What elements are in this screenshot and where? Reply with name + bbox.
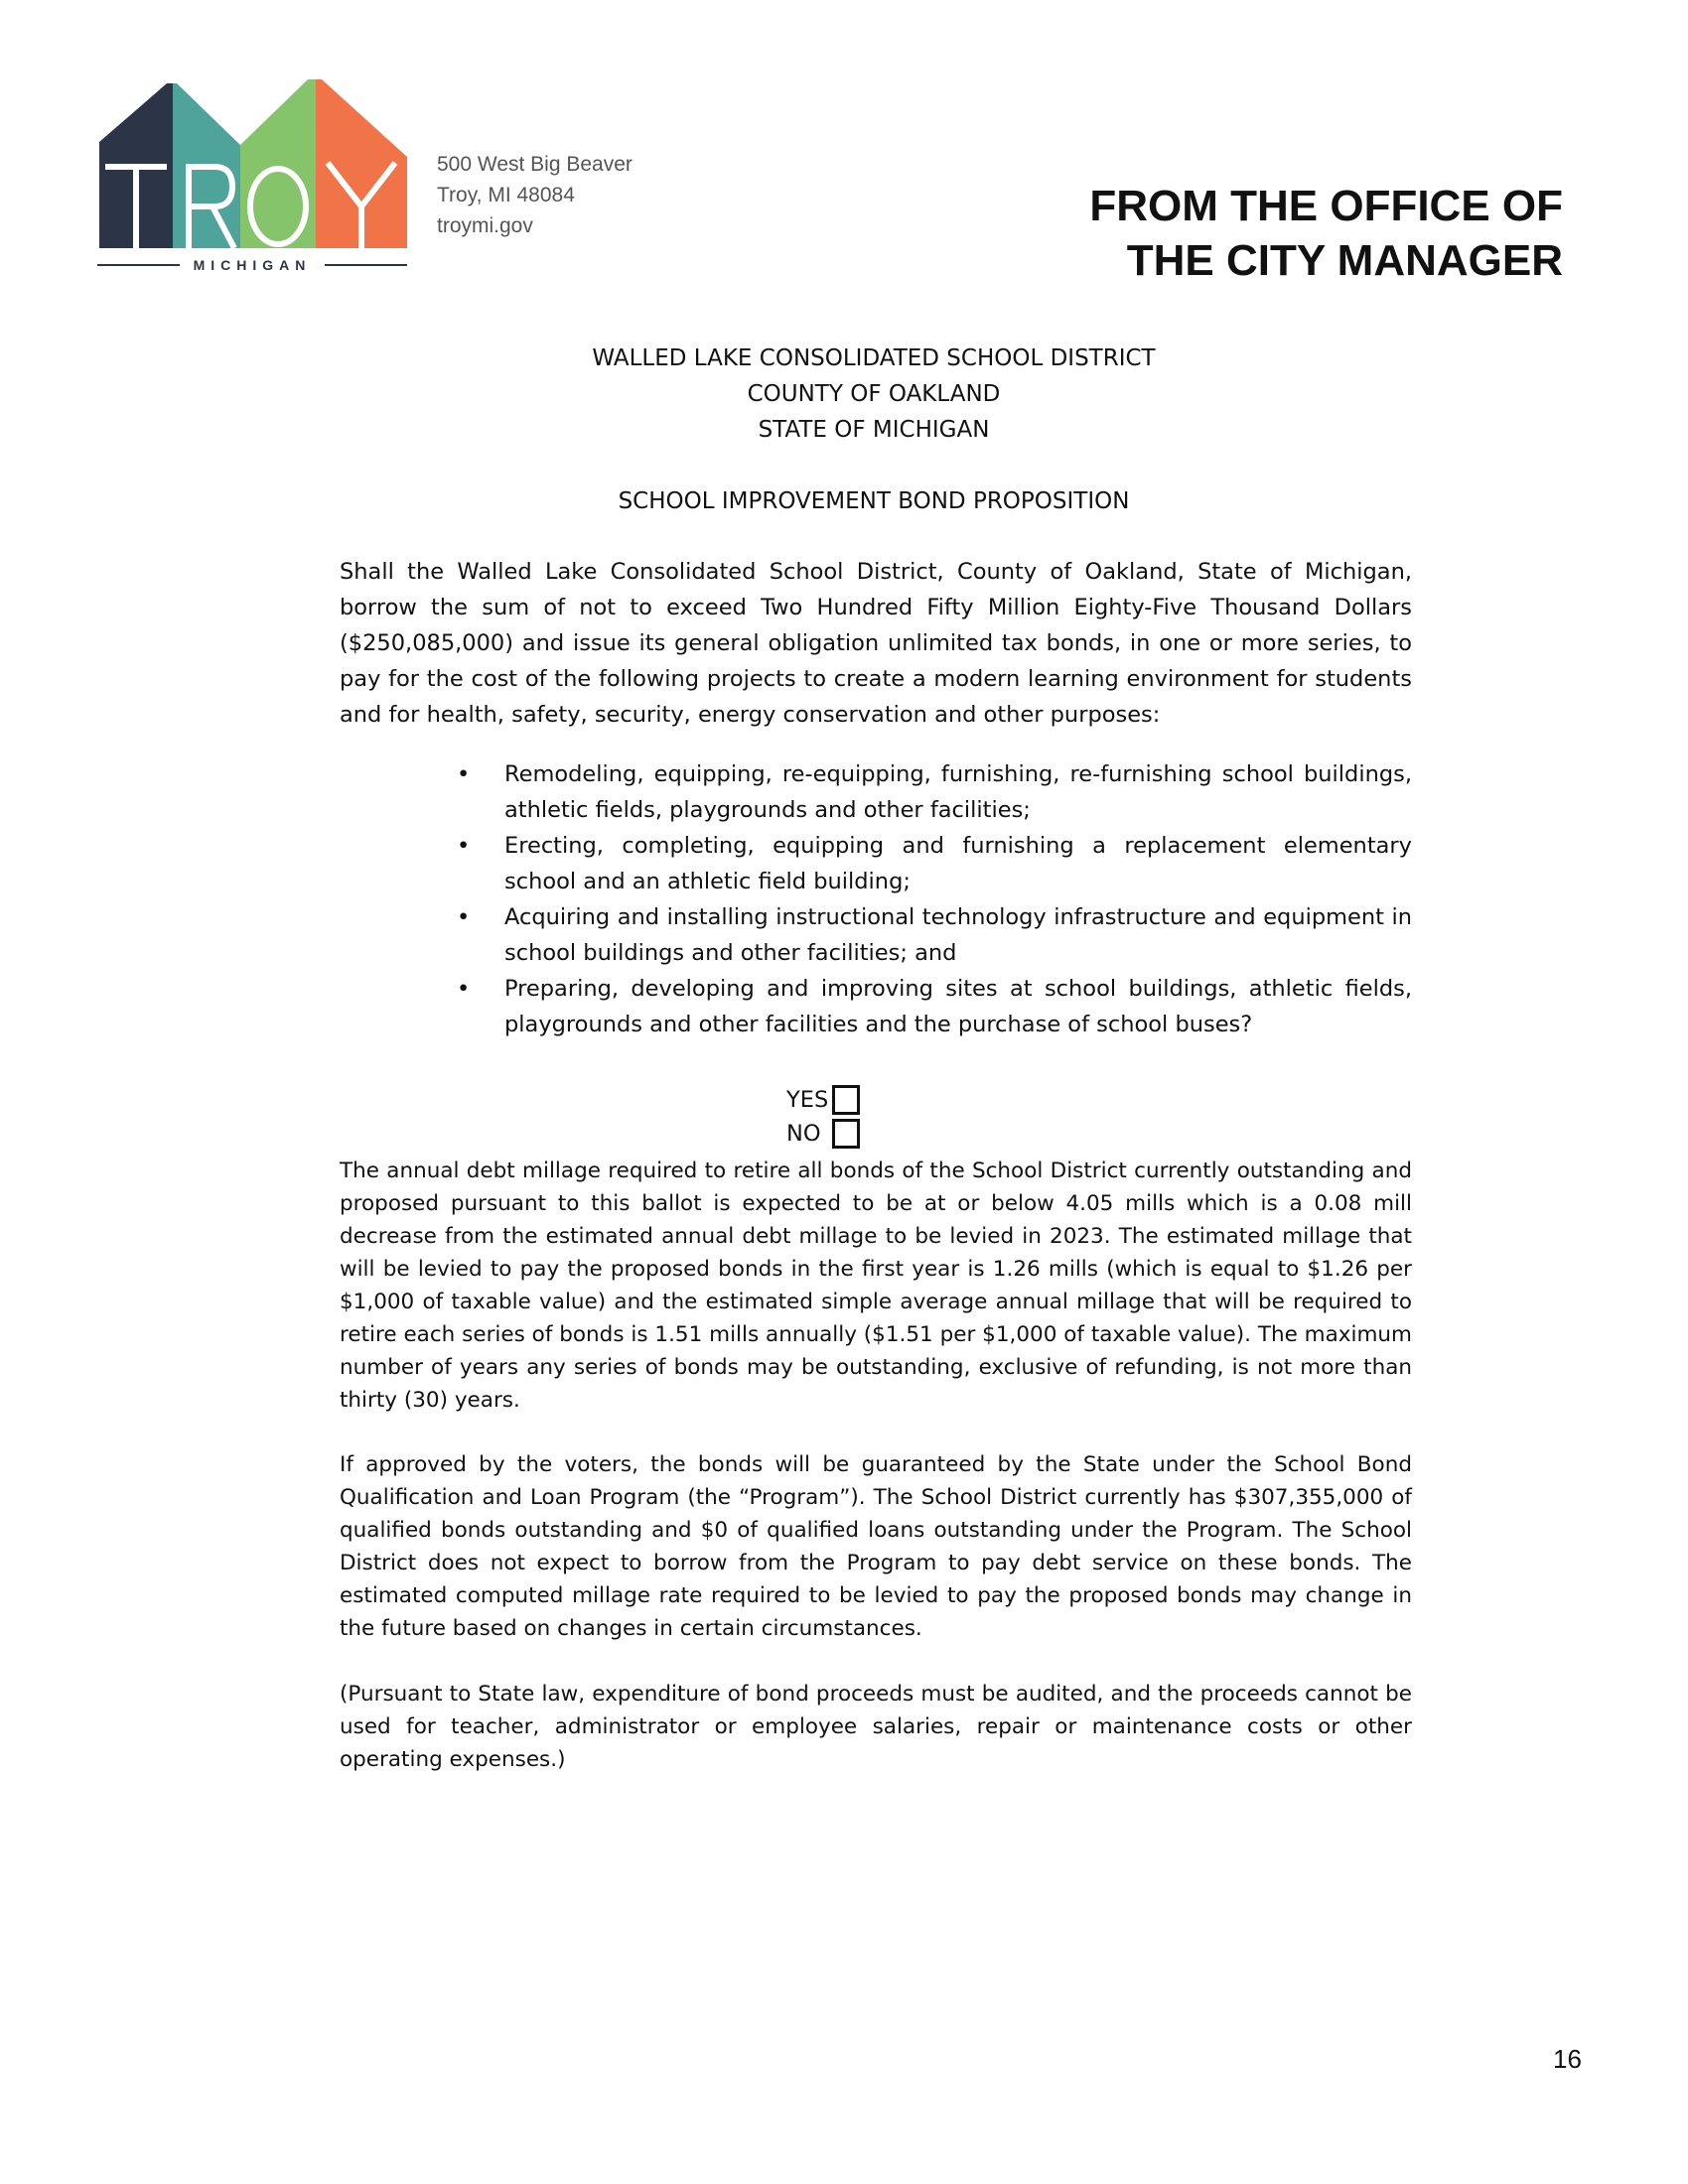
address-street: 500 West Big Beaver: [437, 153, 633, 176]
address-city: Troy, MI 48084: [437, 184, 575, 206]
intro-paragraph: Shall the Walled Lake Consolidated School District, County of Oakland, State of Michigan, borrow the sum of not to exceed Two Hundred Fifty Million Eighty-Five Thousand Dollars ($250,085,000) and issue its general obligation unlimited tax bonds, in one or more series, to pay for the cost of the following projects to create a modern learning environment for students and for health, safety, security, energy conservation and other purposes:: [340, 559, 1412, 728]
logo-rule-right: [325, 264, 407, 266]
no-label: NO: [786, 1121, 821, 1147]
list-item-text: Acquiring and installing instructional technology infrastructure and equipment in school buildings and other facilities; and: [504, 904, 1412, 966]
county-name: COUNTY OF OAKLAND: [747, 381, 1001, 407]
page-number: 16: [1553, 2044, 1582, 2074]
project-list: [340, 756, 1412, 1042]
list-item-text: Remodeling, equipping, re-equipping, furnishing, re-furnishing school buildings, athletic fields, playgrounds and other facilities;: [504, 761, 1412, 823]
bullet-icon: •: [457, 904, 471, 930]
office-title-line2: THE CITY MANAGER: [1126, 236, 1563, 285]
office-title: [1089, 179, 1563, 288]
ballot-yes-row: [786, 1083, 896, 1117]
list-item: [340, 756, 1412, 828]
logo-subtitle: [97, 252, 407, 278]
law-paragraph: (Pursuant to State law, expenditure of bond proceeds must be audited, and the proceeds cannot be used for teacher, administrator or employee salaries, repair or maintenance costs or other operating expenses.): [340, 1682, 1412, 1772]
ballot-choices: [786, 1083, 896, 1151]
state-name: STATE OF MICHIGAN: [758, 417, 990, 443]
logo-rule-left: [97, 264, 180, 266]
bullet-icon: •: [457, 761, 471, 787]
district-heading: [0, 341, 1688, 448]
yes-label: YES: [786, 1087, 829, 1113]
troy-logo-mark: [97, 58, 407, 256]
program-paragraph: If approved by the voters, the bonds will be guaranteed by the State under the School Bond Qualification and Loan Program (the “Program”). The School District currently has $307,355,000 of qualified bonds outstanding and $0 of qualified loans outstanding under the Program. The School District does not expect to borrow from the Program to pay debt service on these bonds. The estimated computed millage rate required to be levied to pay the proposed bonds may change in the future based on changes in certain circumstances.: [340, 1452, 1412, 1641]
city-address: [437, 149, 633, 241]
ballot-no-row: [786, 1117, 896, 1151]
bullet-icon: •: [457, 833, 471, 859]
millage-paragraph: The annual debt millage required to retire all bonds of the School District currently outstanding and proposed pursuant to this ballot is expected to be at or below 4.05 mills which is a 0.08 mill decrease from the estimated annual debt millage to be levied in 2023. The estimated millage that will be levied to pay the proposed bonds in the first year is 1.26 mills (which is equal to $1.26 per $1,000 of taxable value) and the estimated simple average annual millage that will be required to retire each series of bonds is 1.51 mills annually ($1.51 per $1,000 of taxable value). The maximum number of years any series of bonds may be outstanding, exclusive of refunding, is not more than thirty (30) years.: [340, 1159, 1412, 1413]
list-item-text: Preparing, developing and improving sites at school buildings, athletic fields, playgrounds and other facilities and the purchase of school buses?: [504, 976, 1412, 1037]
yes-checkbox[interactable]: [832, 1085, 860, 1115]
list-item: [340, 828, 1412, 899]
no-checkbox[interactable]: [832, 1119, 860, 1149]
troy-logo: [97, 58, 407, 276]
list-item: [340, 971, 1412, 1042]
logo-michigan-text: MICHIGAN: [193, 257, 312, 273]
address-website: troymi.gov: [437, 214, 533, 237]
list-item-text: Erecting, completing, equipping and furnishing a replacement elementary school and an athletic field building;: [504, 833, 1412, 894]
bullet-icon: •: [457, 976, 471, 1002]
proposition-title: SCHOOL IMPROVEMENT BOND PROPOSITION: [618, 488, 1130, 514]
list-item: [340, 899, 1412, 971]
office-title-line1: FROM THE OFFICE OF: [1089, 182, 1563, 230]
district-name: WALLED LAKE CONSOLIDATED SCHOOL DISTRICT: [592, 345, 1156, 371]
